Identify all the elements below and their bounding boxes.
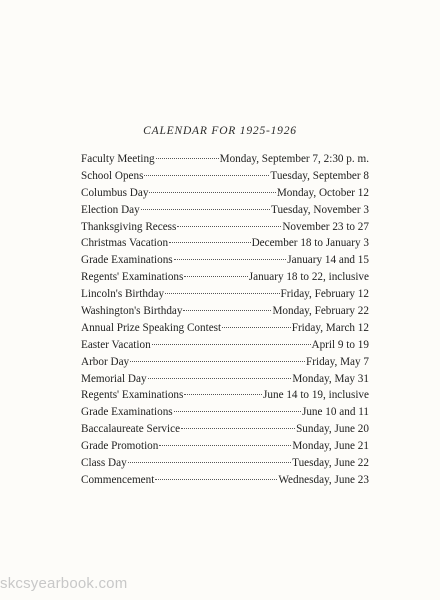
- calendar-row: [81, 337, 369, 354]
- event-date: Friday, March 12: [291, 321, 369, 334]
- event-date: Wednesday, June 23: [278, 473, 369, 486]
- event-date: Friday, May 7: [306, 355, 369, 368]
- event-date: June 14 to 19, inclusive: [263, 389, 369, 402]
- event-name: Christmas Vacation: [81, 237, 169, 250]
- event-date: Sunday, June 20: [296, 423, 369, 436]
- calendar-row: [81, 421, 369, 438]
- event-name: School Opens: [81, 169, 144, 182]
- calendar-row: [81, 387, 369, 404]
- dot-leader: [174, 259, 287, 260]
- calendar-row: [81, 269, 369, 286]
- event-name: Election Day: [81, 203, 140, 216]
- calendar-list: [81, 151, 369, 489]
- calendar-row: [81, 202, 369, 219]
- event-date: Monday, October 12: [276, 186, 369, 199]
- event-date: January 18 to 22, inclusive: [248, 271, 369, 284]
- dot-leader: [152, 344, 311, 345]
- calendar-row: [81, 235, 369, 252]
- event-date: Tuesday, June 22: [292, 457, 369, 470]
- event-name: Grade Examinations: [81, 406, 173, 419]
- calendar-title: CALENDAR FOR 1925-1926: [143, 125, 297, 137]
- dot-leader: [144, 175, 269, 176]
- event-date: April 9 to 19: [311, 338, 369, 351]
- dot-leader: [183, 310, 271, 311]
- dot-leader: [159, 445, 291, 446]
- dot-leader: [165, 293, 279, 294]
- calendar-row: [81, 455, 369, 472]
- event-date: Monday, June 21: [292, 440, 369, 453]
- dot-leader: [222, 327, 291, 328]
- calendar-row: [81, 185, 369, 202]
- calendar-row: [81, 168, 369, 185]
- event-name: Class Day: [81, 457, 127, 470]
- calendar-row: [81, 252, 369, 269]
- dot-leader: [155, 479, 277, 480]
- calendar-row: [81, 303, 369, 320]
- event-date: December 18 to January 3: [251, 237, 369, 250]
- dot-leader: [156, 158, 219, 159]
- dot-leader: [149, 192, 275, 193]
- event-date: November 23 to 27: [282, 220, 369, 233]
- event-name: Annual Prize Speaking Contest: [81, 321, 222, 334]
- calendar-row: [81, 371, 369, 388]
- event-name: Arbor Day: [81, 355, 130, 368]
- dot-leader: [141, 209, 270, 210]
- event-date: Monday, February 22: [272, 305, 369, 318]
- event-date: Tuesday, September 8: [270, 169, 369, 182]
- dot-leader: [130, 361, 305, 362]
- event-date: Tuesday, November 3: [271, 203, 369, 216]
- event-name: Washington's Birthday: [81, 305, 183, 318]
- dot-leader: [181, 428, 295, 429]
- event-name: Memorial Day: [81, 372, 147, 385]
- calendar-row: [81, 286, 369, 303]
- event-name: Commencement: [81, 473, 155, 486]
- event-name: Lincoln's Birthday: [81, 288, 165, 301]
- event-date: Friday, February 12: [280, 288, 369, 301]
- calendar-row: [81, 472, 369, 489]
- event-name: Thanksgiving Recess: [81, 220, 177, 233]
- event-name: Regents' Examinations: [81, 389, 184, 402]
- calendar-row: [81, 404, 369, 421]
- calendar-row: [81, 354, 369, 371]
- event-date: Monday, May 31: [292, 372, 369, 385]
- dot-leader: [174, 411, 301, 412]
- dot-leader: [169, 242, 250, 243]
- event-name: Grade Promotion: [81, 440, 159, 453]
- event-name: Columbus Day: [81, 186, 149, 199]
- event-name: Baccalaureate Service: [81, 423, 181, 436]
- event-name: Faculty Meeting: [81, 153, 155, 165]
- event-date: January 14 and 15: [287, 254, 369, 267]
- dot-leader: [184, 276, 247, 277]
- dot-leader: [128, 462, 291, 463]
- event-date: Monday, September 7, 2:30 p. m.: [219, 153, 369, 165]
- calendar-row: [81, 320, 369, 337]
- event-date: June 10 and 11: [301, 406, 369, 419]
- event-name: Easter Vacation: [81, 338, 151, 351]
- event-name: Grade Examinations: [81, 254, 173, 267]
- event-name: Regents' Examinations: [81, 271, 184, 284]
- calendar-row: [81, 219, 369, 236]
- dot-leader: [184, 394, 262, 395]
- dot-leader: [177, 226, 281, 227]
- dot-leader: [148, 378, 292, 379]
- calendar-row: [81, 151, 369, 168]
- site-watermark: skcsyearbook.com: [0, 575, 128, 592]
- calendar-row: [81, 438, 369, 455]
